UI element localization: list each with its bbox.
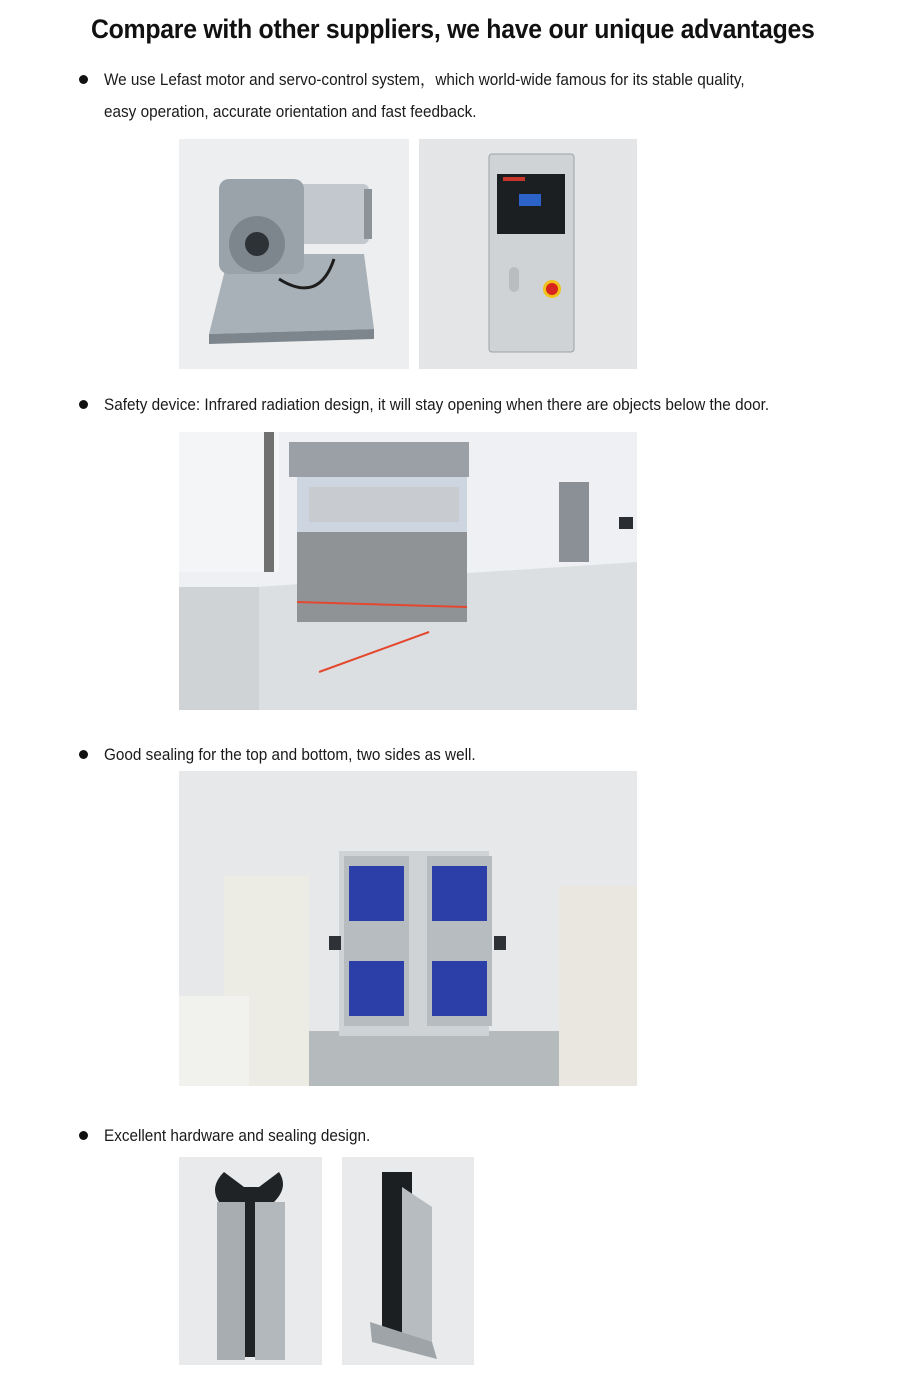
bullet-dot [79,400,88,409]
gear-motor-photo [179,139,409,369]
seal-hardware-side-photo [342,1157,474,1365]
bullet-text-line: Good sealing for the top and bottom, two sides as well. [104,745,476,764]
bullet-text-line: We use Lefast motor and servo-control system，which world-wide famous for its stable quality, [104,70,745,89]
bullet-dot [79,750,88,759]
servo-control-box-photo [419,139,637,369]
bullet-text-line: Safety device: Infrared radiation design, it will stay opening when there are objects below the door. [104,395,770,414]
bullet-text-line: Excellent hardware and sealing design. [104,1126,371,1145]
bullet-dot [79,75,88,84]
bullet-dot [79,1131,88,1140]
cleanroom-doors-photo [179,771,637,1086]
page-heading: Compare with other suppliers, we have our unique advantages [91,14,815,44]
bullet-text-line: easy operation, accurate orientation and fast feedback. [104,102,477,121]
infrared-door-photo [179,432,637,710]
seal-hardware-front-photo [179,1157,322,1365]
